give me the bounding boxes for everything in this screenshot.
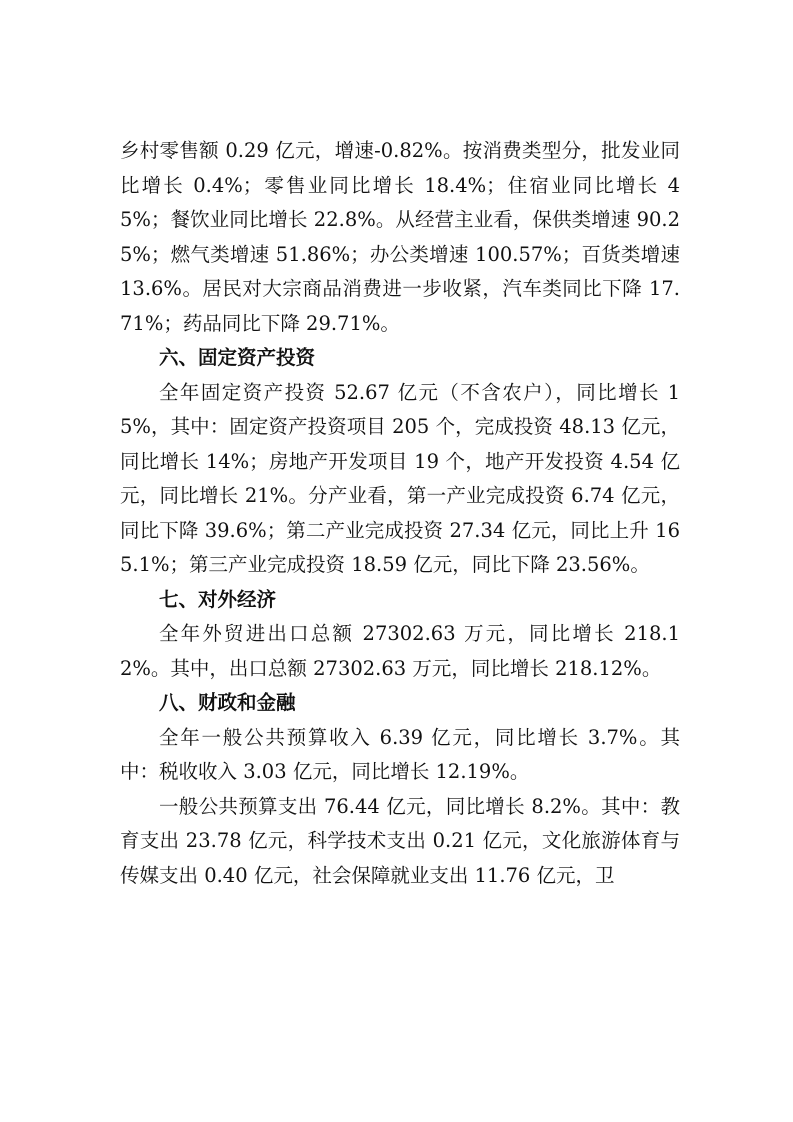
section-heading-foreign-economy: 七、对外经济 — [159, 587, 277, 611]
section-heading-fixed-asset-investment: 六、固定资产投资 — [159, 346, 316, 369]
paragraph-fixed-asset-investment: 全年固定资产投资 52.67 亿元（不含农户），同比增长 15%，其中：固定资产投资项目 205 个，完成投资 48.13 亿元，同比增长 14%；房地产开发项目 19 个，地产开发投资 4.54 亿元，同比增长 21%。分产业看，第一产业完成投资 6.74 亿元，同比下降 39.6%；第二产业完成投资 27.34 亿元，同比上升 165.1%；第三产业完成投资 18.59 亿元，同比下降 23.56%。 — [120, 380, 680, 576]
paragraph-budget-revenue: 全年一般公共预算收入 6.39 亿元，同比增长 3.7%。其中：税收收入 3.03 亿元，同比增长 12.19%。 — [120, 725, 680, 783]
paragraph-foreign-trade: 全年外贸进出口总额 27302.63 万元，同比增长 218.12%。其中，出口总额 27302.63 万元，同比增长 218.12%。 — [120, 622, 680, 680]
paragraph-budget-expenditure: 一般公共预算支出 76.44 亿元，同比增长 8.2%。其中：教育支出 23.78 亿元，科学技术支出 0.21 亿元，文化旅游体育与传媒支出 0.40 亿元，社会保障就业支出 11.76 亿元，卫 — [120, 794, 680, 887]
document-body — [120, 134, 680, 893]
paragraph-retail-sales: 乡村零售额 0.29 亿元，增速-0.82%。按消费类型分，批发业同比增长 0.4%；零售业同比增长 18.4%；住宿业同比增长 45%；餐饮业同比增长 22.8%。从经营主业看，保供类增速 90.25%；燃气类增速 51.86%；办公类增速 100.57%；百货类增速 13.6%。居民对大宗商品消费进一步收紧，汽车类同比下降 17.71%；药品同比下降 29.71%。 — [120, 139, 680, 335]
section-heading-finance: 八、财政和金融 — [159, 691, 296, 714]
